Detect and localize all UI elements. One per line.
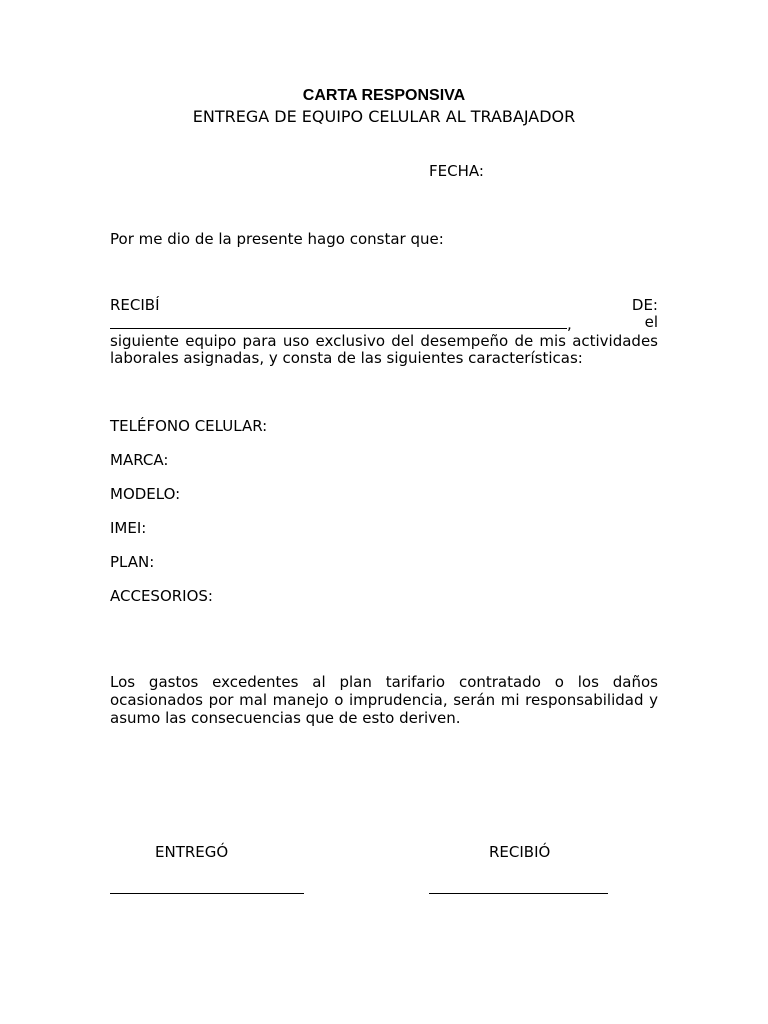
fecha-label: FECHA: [429,162,484,180]
equipment-fields [110,417,267,621]
recibi-row [110,297,658,314]
field-modelo: MODELO: [110,485,181,503]
name-blank [110,314,572,333]
signature-line-entrego [110,893,304,894]
document-title: CARTA RESPONSIVA [302,87,466,104]
field-accesorios: ACCESORIOS: [110,587,213,605]
intro-text: Por me dio de la presente hago constar que: [110,230,444,248]
recibi-block [110,297,658,367]
signature-line-recibio [429,893,608,894]
blank-comma: , [567,315,572,333]
signature-label-recibio: RECIBIÓ [489,843,551,861]
el-word: el [644,313,658,331]
responsibility-paragraph: Los gastos excedentes al plan tarifario contratado o los daños ocasionados por mal manejo o imprudencia, serán mi responsabilidad y asumo las consecuencias que de esto deriven. [110,673,658,727]
document-subtitle: ENTREGA DE EQUIPO CELULAR AL TRABAJADOR [192,107,576,126]
recibi-word: RECIBÍ [110,296,160,314]
field-telefono: TELÉFONO CELULAR: [110,417,268,435]
blank-row [110,314,658,333]
recibi-description: siguiente equipo para uso exclusivo del desempeño de mis actividades laborales asignadas, y consta de las siguientes características: [110,332,658,367]
name-underline [110,314,567,329]
signature-label-entrego: ENTREGÓ [155,843,229,861]
field-marca: MARCA: [110,451,169,469]
field-plan: PLAN: [110,553,155,571]
de-word: DE: [631,296,658,314]
field-imei: IMEI: [110,519,147,537]
